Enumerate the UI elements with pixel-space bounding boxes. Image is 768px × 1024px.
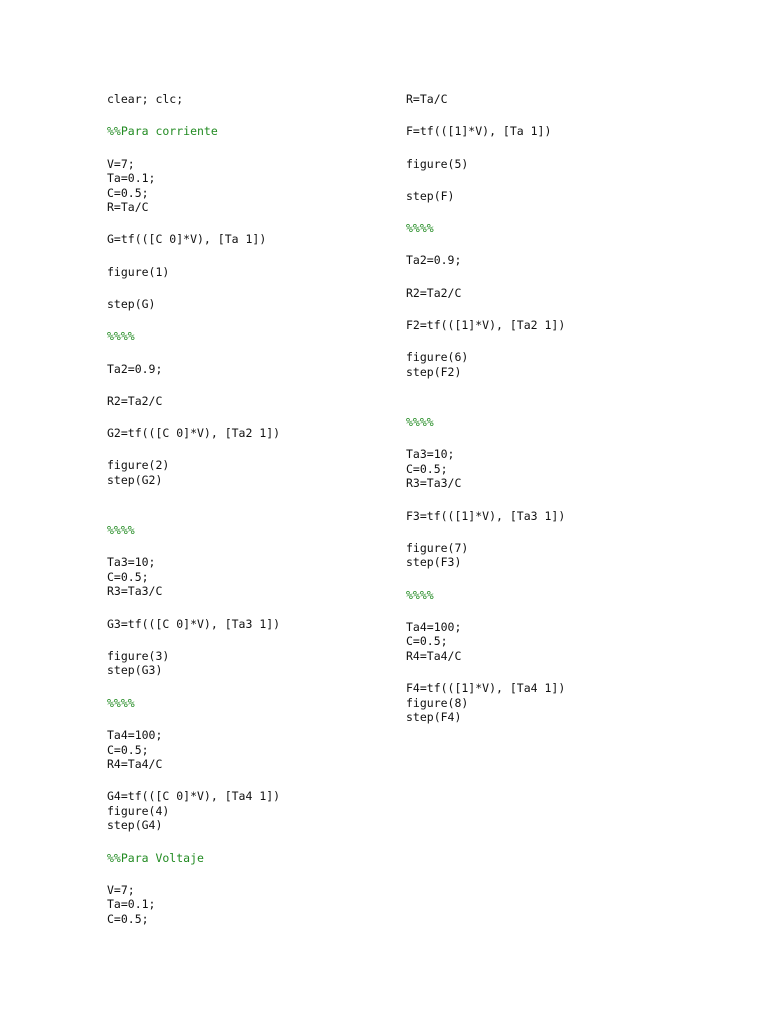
code-line: step(F3) <box>406 555 462 570</box>
code-line: step(F) <box>406 188 455 203</box>
code-line: Ta=0.1; <box>107 171 156 186</box>
code-line: F=tf(([1]*V), [Ta 1]) <box>406 124 552 139</box>
code-line: figure(2) <box>107 458 170 473</box>
code-line: Ta3=10; <box>406 447 455 462</box>
blank-line <box>107 631 407 649</box>
code-line: R=Ta/C <box>107 200 149 215</box>
code-line: V=7; <box>107 156 135 171</box>
code-line: step(G3) <box>107 663 163 678</box>
blank-line <box>406 236 706 254</box>
code-column-right <box>406 92 706 725</box>
blank-line <box>406 107 706 125</box>
blank-line <box>406 268 706 286</box>
code-line: Ta3=10; <box>107 555 156 570</box>
code-line: Ta2=0.9; <box>406 253 462 268</box>
code-line: R2=Ta2/C <box>406 285 462 300</box>
code-line: C=0.5; <box>107 911 149 926</box>
blank-line <box>107 215 407 233</box>
code-line: figure(7) <box>406 540 469 555</box>
blank-line <box>406 491 706 509</box>
code-comment-line: %%%% <box>107 329 135 344</box>
blank-line <box>406 570 706 588</box>
blank-line <box>107 311 407 329</box>
code-line: R3=Ta3/C <box>107 584 163 599</box>
blank-line <box>107 487 407 505</box>
code-line: C=0.5; <box>406 634 448 649</box>
blank-line <box>107 441 407 459</box>
code-line: figure(8) <box>406 695 469 710</box>
code-line: step(F4) <box>406 710 462 725</box>
code-line: Ta4=100; <box>406 619 462 634</box>
blank-line <box>406 602 706 620</box>
blank-line <box>107 710 407 728</box>
blank-line <box>107 678 407 696</box>
code-line: R4=Ta4/C <box>406 648 462 663</box>
blank-line <box>107 833 407 851</box>
blank-line <box>107 107 407 125</box>
code-line: step(G2) <box>107 472 163 487</box>
blank-line <box>107 139 407 157</box>
code-line: F4=tf(([1]*V), [Ta4 1]) <box>406 681 566 696</box>
code-line: figure(6) <box>406 350 469 365</box>
code-line: Ta4=100; <box>107 728 163 743</box>
code-line: R4=Ta4/C <box>107 757 163 772</box>
blank-line <box>107 865 407 883</box>
blank-line <box>107 376 407 394</box>
blank-line <box>107 344 407 362</box>
blank-line <box>107 599 407 617</box>
blank-line <box>406 203 706 221</box>
code-column-left <box>107 92 407 926</box>
code-line: Ta2=0.9; <box>107 361 163 376</box>
code-line: C=0.5; <box>107 742 149 757</box>
blank-line <box>406 663 706 681</box>
code-line: R=Ta/C <box>406 92 448 106</box>
code-line: R3=Ta3/C <box>406 476 462 491</box>
code-line: figure(5) <box>406 156 469 171</box>
blank-line <box>406 397 706 415</box>
code-line: V=7; <box>107 882 135 897</box>
blank-line <box>107 247 407 265</box>
code-comment-line: %%Para Voltaje <box>107 850 204 865</box>
code-comment-line: %%%% <box>406 414 434 429</box>
blank-line <box>406 333 706 351</box>
code-line: C=0.5; <box>406 461 448 476</box>
blank-line <box>406 429 706 447</box>
code-line: step(G) <box>107 296 156 311</box>
code-line: figure(4) <box>107 803 170 818</box>
code-line: G3=tf(([C 0]*V), [Ta3 1]) <box>107 616 281 631</box>
blank-line <box>107 772 407 790</box>
code-line: figure(3) <box>107 648 170 663</box>
code-line: clear; clc; <box>107 92 184 106</box>
code-comment-line: %%%% <box>107 695 135 710</box>
blank-line <box>406 139 706 157</box>
code-line: step(F2) <box>406 364 462 379</box>
code-comment-line: %%%% <box>406 221 434 236</box>
code-line: step(G4) <box>107 818 163 833</box>
code-line: G2=tf(([C 0]*V), [Ta2 1]) <box>107 426 281 441</box>
blank-line <box>406 171 706 189</box>
code-line: G4=tf(([C 0]*V), [Ta4 1]) <box>107 789 281 804</box>
code-line: C=0.5; <box>107 185 149 200</box>
blank-line <box>107 279 407 297</box>
blank-line <box>406 523 706 541</box>
code-line: figure(1) <box>107 264 170 279</box>
code-line: R2=Ta2/C <box>107 393 163 408</box>
blank-line <box>107 538 407 556</box>
code-line: G=tf(([C 0]*V), [Ta 1]) <box>107 232 267 247</box>
code-line: F3=tf(([1]*V), [Ta3 1]) <box>406 508 566 523</box>
blank-line <box>406 379 706 397</box>
blank-line <box>107 505 407 523</box>
code-line: F2=tf(([1]*V), [Ta2 1]) <box>406 318 566 333</box>
code-line: Ta=0.1; <box>107 897 156 912</box>
code-comment-line: %%Para corriente <box>107 124 218 139</box>
code-line: C=0.5; <box>107 569 149 584</box>
blank-line <box>406 300 706 318</box>
code-comment-line: %%%% <box>406 587 434 602</box>
blank-line <box>107 408 407 426</box>
code-comment-line: %%%% <box>107 523 135 538</box>
